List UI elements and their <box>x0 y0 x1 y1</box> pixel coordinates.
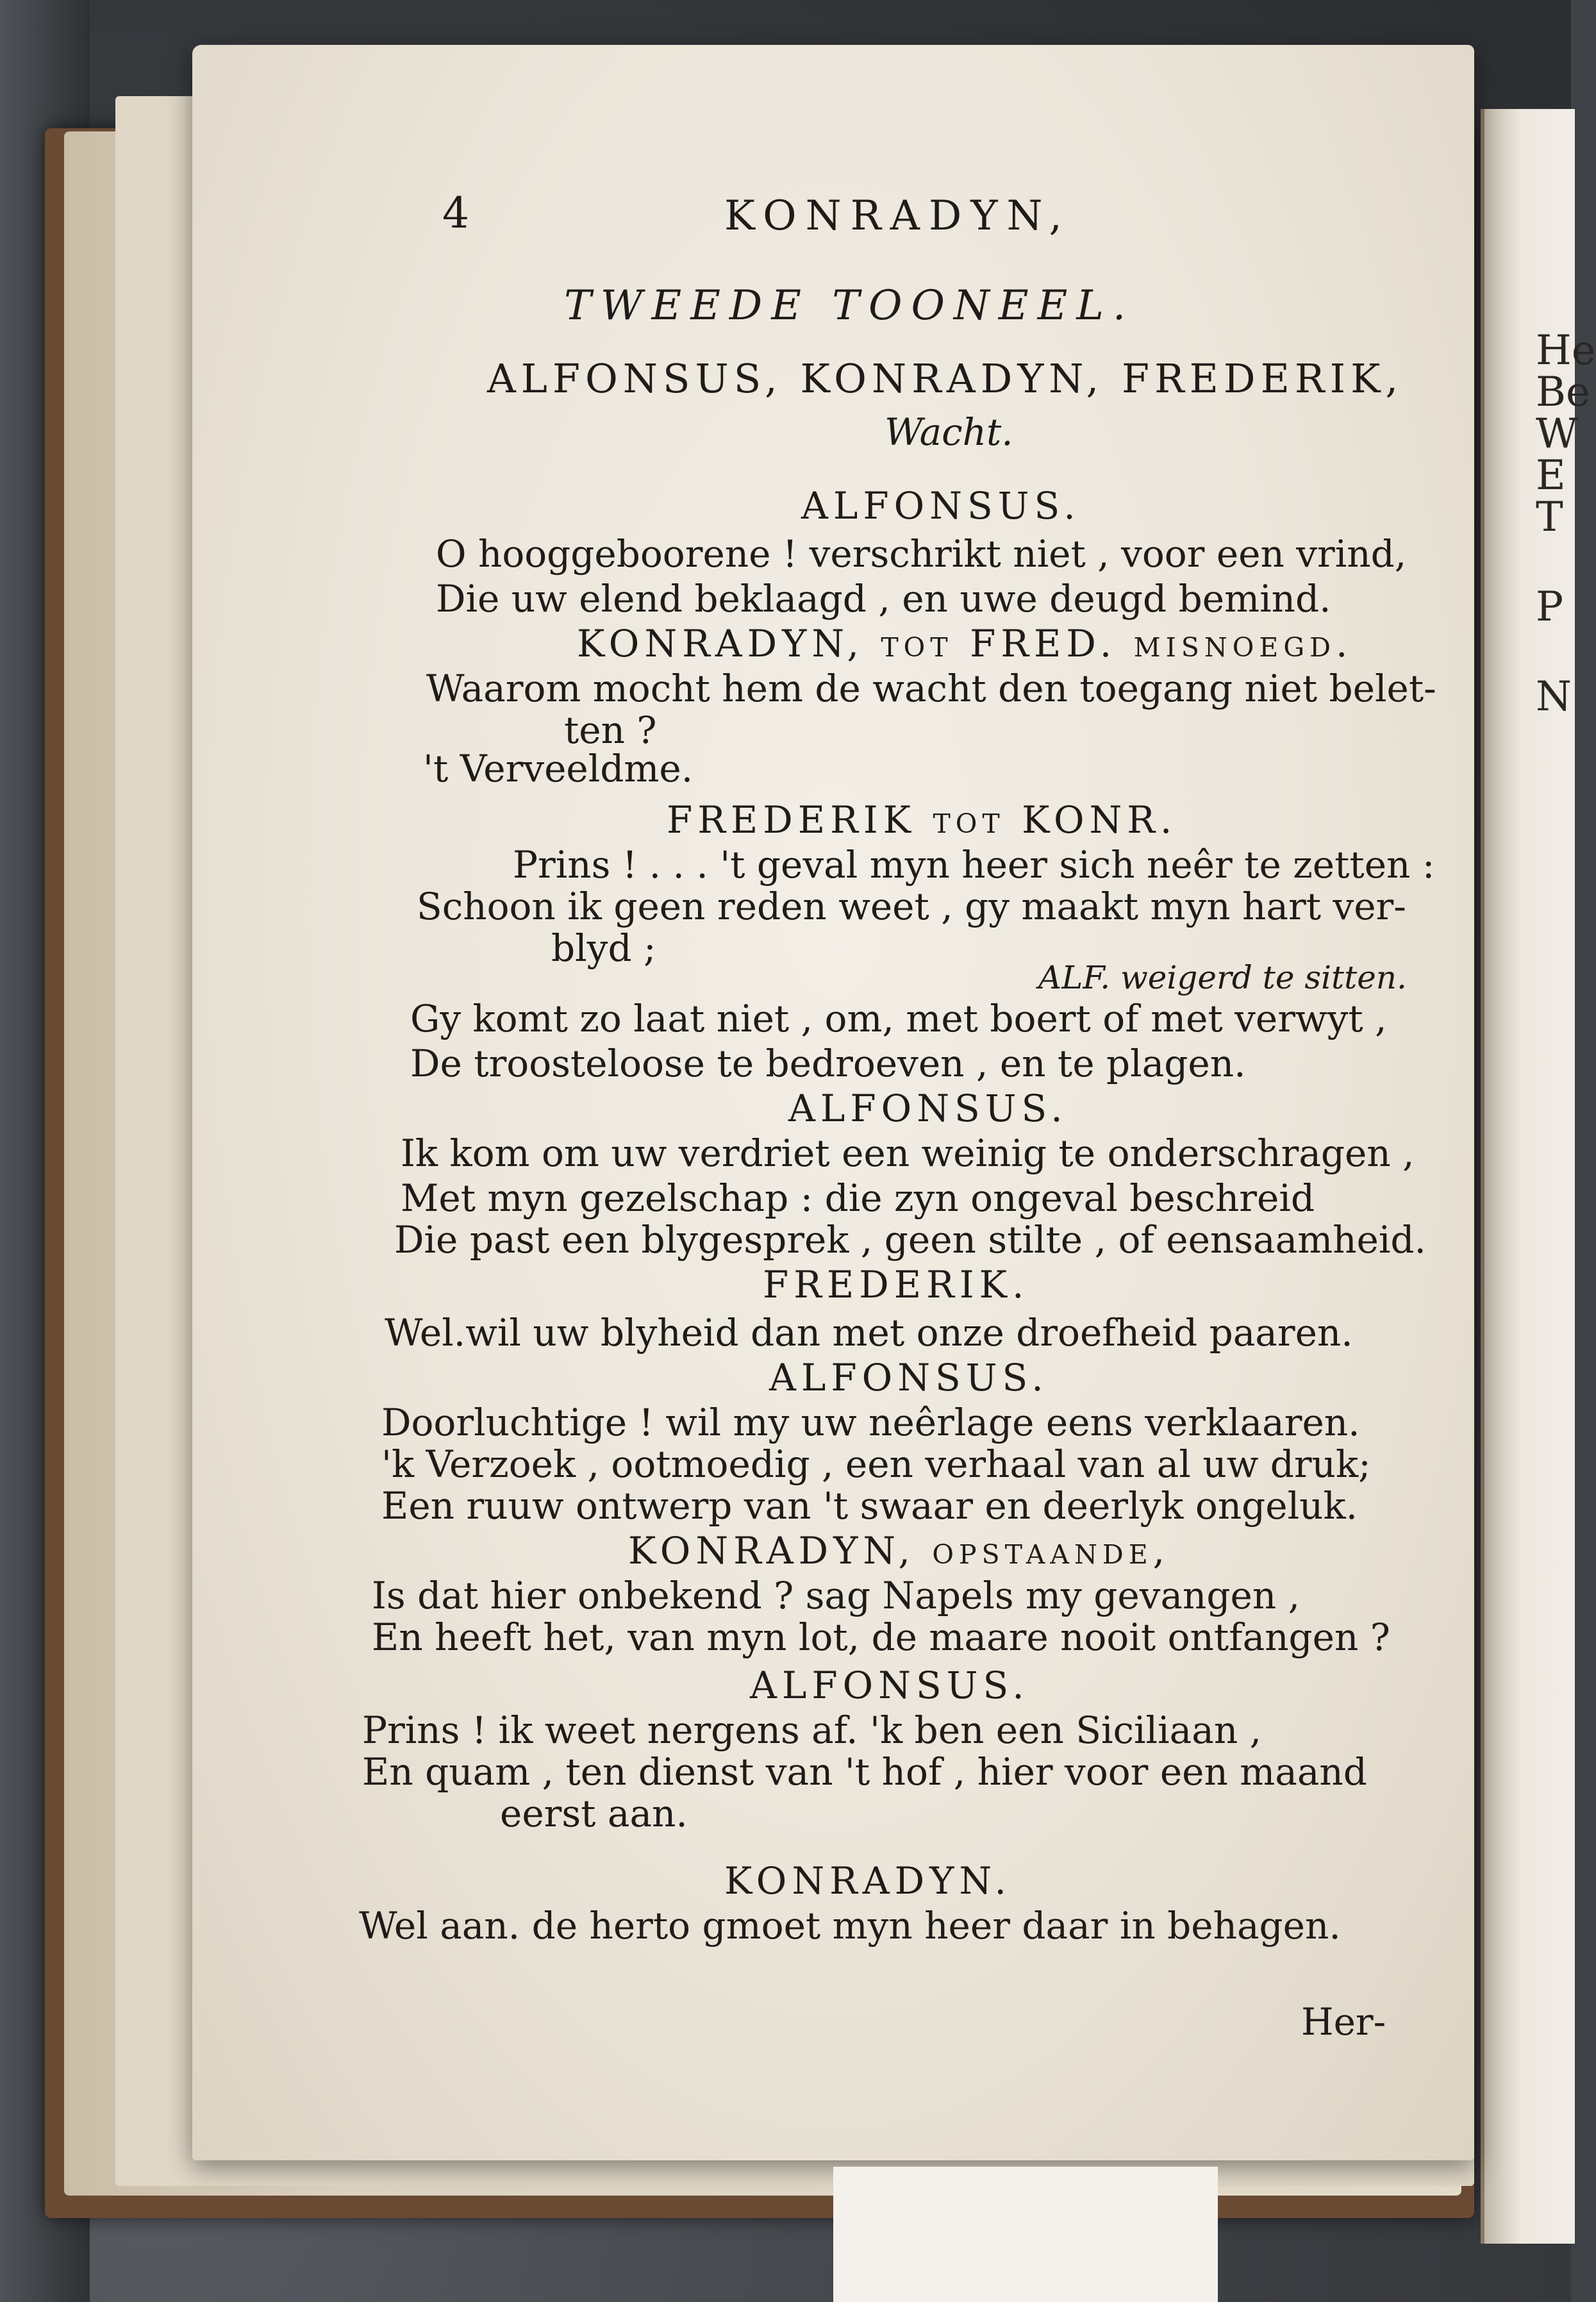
verse-line: Prins ! . . . 't geval myn heer sich neêr te zetten : <box>513 843 1435 887</box>
verse-line: Die past een blygesprek , geen stilte , of eensaamheid. <box>394 1218 1426 1262</box>
facing-page-fragment: P <box>1536 583 1564 631</box>
scene-title: TWEEDE TOONEEL. <box>564 282 1135 329</box>
verse-line: Wel.wil uw blyheid dan met onze droefheid paaren. <box>385 1311 1353 1355</box>
speaker-label: ALFONSUS. <box>769 1356 1049 1399</box>
verse-line: 'k Verzoek , ootmoedig , een verhaal van al uw druk; <box>381 1442 1371 1486</box>
verse-line: O hooggeboorene ! verschrikt niet , voor een vrind, <box>436 532 1407 576</box>
verse-line: Een ruuw ontwerp van 't swaar en deerlyk ongeluk. <box>381 1484 1358 1528</box>
verse-line: Ik kom om uw verdriet een weinig te onderschragen , <box>401 1131 1415 1175</box>
facing-page-fragment: N <box>1536 673 1572 721</box>
running-title: KONRADYN, <box>724 192 1071 240</box>
facing-page-fragment: W <box>1536 410 1578 458</box>
speaker-label: KONRADYN, tot FRED. misnoegd. <box>577 622 1353 665</box>
speaker-label: FREDERIK tot KONR. <box>667 798 1177 842</box>
cast-extra: Wacht. <box>885 410 1013 454</box>
verse-line: En quam , ten dienst van 't hof , hier voor een maand <box>362 1750 1367 1794</box>
speaker-label: KONRADYN. <box>724 1859 1011 1903</box>
verse-line: Met myn gezelschap : die zyn ongeval beschreid <box>401 1176 1315 1220</box>
speaker-label: KONRADYN, opstaande, <box>628 1529 1170 1572</box>
facing-page-fragment: E <box>1536 452 1566 499</box>
catchword: Her- <box>1301 2000 1386 2044</box>
verse-line: Schoon ik geen reden weet , gy maakt myn hart ver- <box>417 885 1406 928</box>
facing-page-fragment: T <box>1536 494 1563 541</box>
speaker-label: FREDERIK. <box>763 1263 1029 1306</box>
verse-line: 't Verveeldme. <box>423 747 694 790</box>
facing-page-fragment: Be <box>1536 369 1590 416</box>
verse-line: Prins ! ik weet nergens af. 'k ben een Siciliaan , <box>362 1708 1262 1752</box>
verse-line: Doorluchtige ! wil my uw neêrlage eens verklaaren. <box>381 1401 1360 1444</box>
facing-page-fragment: He <box>1536 327 1596 374</box>
verse-line: Is dat hier onbekend ? sag Napels my gevangen , <box>372 1574 1301 1617</box>
verse-line: En heeft het, van myn lot, de maare nooit ontfangen ? <box>372 1615 1390 1659</box>
verse-line: Die uw elend beklaagd , en uwe deugd bemind. <box>436 577 1331 621</box>
speaker-label: ALFONSUS. <box>750 1664 1029 1707</box>
speaker-label: ALFONSUS. <box>788 1087 1068 1130</box>
stage-direction: ALF. weigerd te sitten. <box>1038 959 1407 996</box>
verse-line: Wel aan. de herto gmoet myn heer daar in behagen. <box>359 1904 1341 1948</box>
verse-line: Gy komt zo laat niet , om, met boert of met verwyt , <box>410 997 1387 1040</box>
verse-line: blyd ; <box>551 926 656 970</box>
speaker-label: ALFONSUS. <box>801 484 1081 528</box>
facing-page <box>1481 109 1596 2244</box>
verse-line: eerst aan. <box>500 1792 688 1835</box>
verse-line: Waarom mocht hem de wacht den toegang niet belet- <box>426 667 1436 710</box>
page-number: 4 <box>442 188 469 238</box>
verse-line: De troosteloose te bedroeven , en te plagen. <box>410 1042 1246 1085</box>
blank-patch <box>833 2167 1218 2302</box>
verse-line: ten ? <box>564 708 657 752</box>
cast-list: ALFONSUS, KONRADYN, FREDERIK, <box>487 355 1404 402</box>
